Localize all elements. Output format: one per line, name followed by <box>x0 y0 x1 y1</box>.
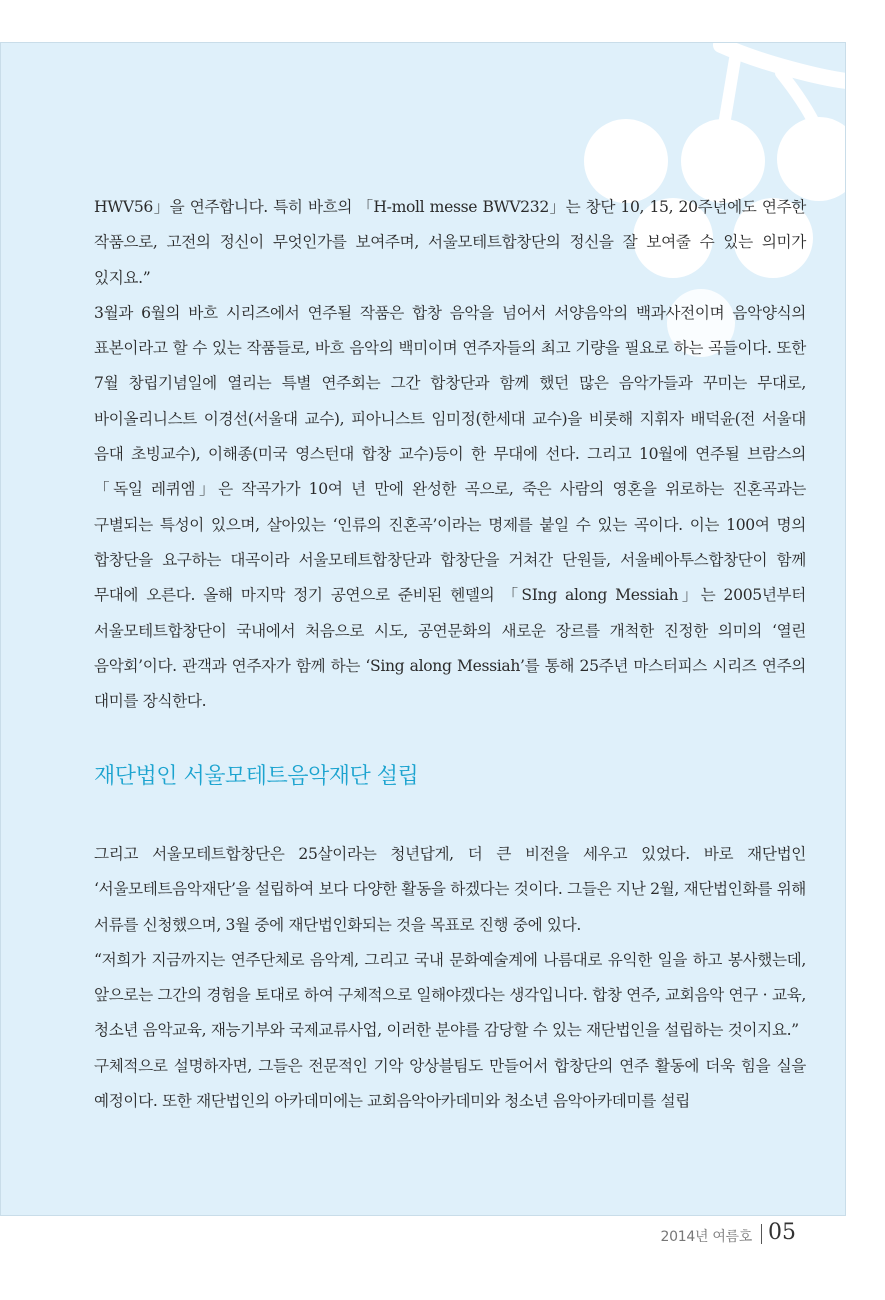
page-footer <box>0 1222 800 1252</box>
paragraph: “저희가 지금까지는 연주단체로 음악계, 그리고 국내 문화예술계에 나름대로 유익한 일을 하고 봉사했는데, 앞으로는 그간의 경험을 토대로 하여 구체적으로 일해야겠다는 생각입니다. 합창 연주, 교회음악 연구 · 교육, 청소년 음악교육, 재능기부와 국제교류사업, 이러한 분야를 감당할 수 있는 재단법인을 설립하는 것이지요.” <box>94 950 806 1040</box>
body-text-top <box>94 190 806 719</box>
issue-label: 2014년 여름호 <box>660 1229 752 1245</box>
paragraph: 3월과 6월의 바흐 시리즈에서 연주될 작품은 합창 음악을 넘어서 서양음악의 백과사전이며 음악양식의 표본이라고 할 수 있는 작품들로, 바흐 음악의 백미이며 연주자들의 최고 기량을 필요로 하는 곡들이다. 또한 7월 창립기념일에 열리는 특별 연주회는 그간 합창단과 함께 했던 많은 음악가들과 꾸미는 무대로, 바이올리니스트 이경선(서울대 교수), 피아니스트 임미정(한세대 교수)을 비롯해 지휘자 배덕윤(전 서울대 음대 초빙교수), 이해종(미국 영스턴대 합창 교수)등이 한 무대에 선다. 그리고 10월에 연주될 브람스의 「독일 레퀴엠」은 작곡가가 10여 년 만에 완성한 곡으로, 죽은 사람의 영혼을 위로하는 진혼곡과는 구별되는 특성이 있으며, 살아있는 ‘인류의 진혼곡’이라는 명제를 붙일 수 있는 곡이다. 이는 100여 명의 합창단을 요구하는 대곡이라 서울모테트합창단과 합창단을 거쳐간 단원들, 서울베아투스합창단이 함께 무대에 오른다. 올해 마지막 정기 공연으로 준비된 헨델의 「SIng along Messiah」는 2005년부터 서울모테트합창단이 국내에서 처음으로 시도, 공연문화의 새로운 장르를 개척한 진정한 의미의 ‘열린 음악회’이다. 관객과 연주자가 함께 하는 ‘Sing along Messiah’를 통해 25주년 마스터피스 시리즈 연주의 대미를 장식한다. <box>94 303 806 711</box>
footer-divider <box>761 1224 762 1244</box>
paragraph: 구체적으로 설명하자면, 그들은 전문적인 기악 앙상블팀도 만들어서 합창단의 연주 활동에 더욱 힘을 실을 예정이다. 또한 재단법인의 아카데미에는 교회음악아카데미와 청소년 음악아카데미를 설립 <box>94 1056 806 1111</box>
body-text-bottom <box>94 837 806 1119</box>
section-heading: 재단법인 서울모테트음악재단 설립 <box>94 764 419 789</box>
page-number: 05 <box>768 1220 796 1245</box>
paragraph: 그리고 서울모테트합창단은 25살이라는 청년답게, 더 큰 비전을 세우고 있었다. 바로 재단법인 ‘서울모테트음악재단’을 설립하여 보다 다양한 활동을 하겠다는 것이다. 그들은 지난 2월, 재단법인화를 위해 서류를 신청했으며, 3월 중에 재단법인화되는 것을 목표로 진행 중에 있다. <box>94 845 806 934</box>
paragraph: HWV56」을 연주합니다. 특히 바흐의 「H-moll messe BWV232」는 창단 10, 15, 20주년에도 연주한 작품으로, 고전의 정신이 무엇인가를 보여주며, 서울모테트합창단의 정신을 잘 보여줄 수 있는 의미가 있지요.” <box>94 198 806 287</box>
